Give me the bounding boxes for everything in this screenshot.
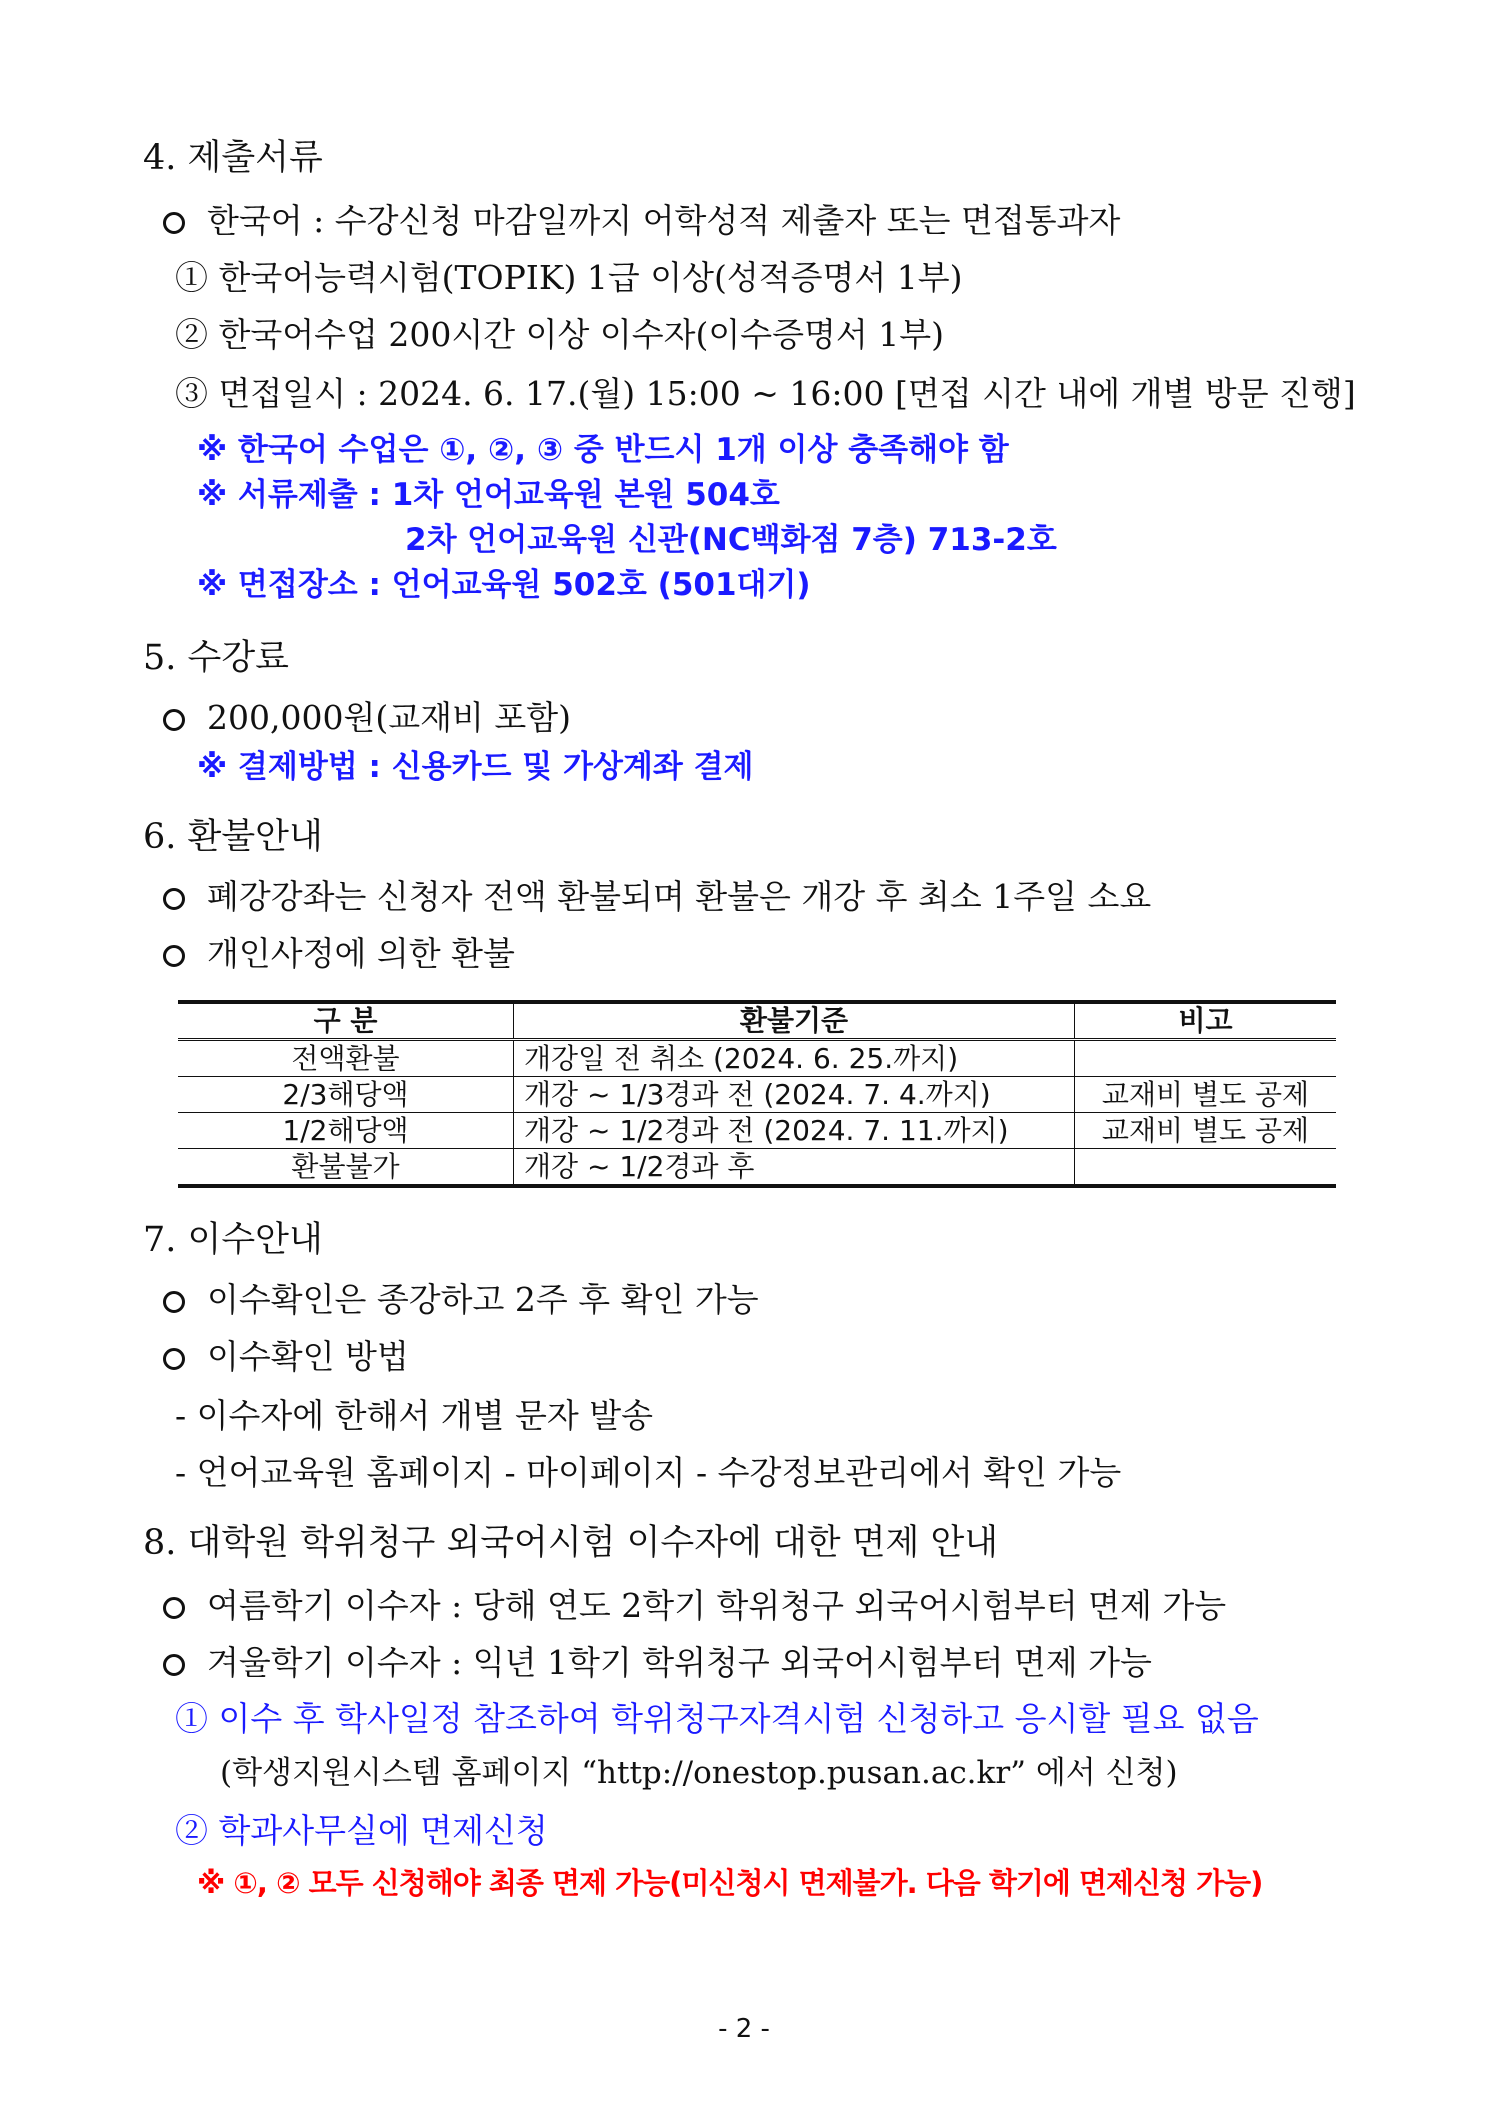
refund-bullet-2-text: 개인사정에 의한 환불: [207, 934, 515, 973]
circle-bullet-icon: [163, 1654, 185, 1676]
page-number: - 2 -: [718, 2014, 770, 2044]
requirement-item-2: ② 한국어수업 200시간 이상 이수자(이수증명서 1부): [175, 315, 944, 354]
circle-bullet-icon: [163, 1348, 185, 1370]
table-cell: [1075, 1040, 1337, 1077]
circle-bullet-icon: [163, 945, 185, 967]
table-cell: 2/3해당액: [178, 1077, 514, 1113]
table-cell: 개강일 전 취소 (2024. 6. 25.까지): [514, 1040, 1075, 1077]
section-8-title: 8. 대학원 학위청구 외국어시험 이수자에 대한 면제 안내: [143, 1523, 999, 1563]
circle-bullet-icon: [163, 1597, 185, 1619]
refund-table: [178, 1000, 1336, 1188]
exemption-note: ※ ①, ② 모두 신청해야 최종 면제 가능(미신청시 면제불가. 다음 학기에 면제신청 가능): [197, 1866, 1263, 1900]
completion-bullet-1: [163, 1278, 759, 1322]
requirement-item-1: ① 한국어능력시험(TOPIK) 1급 이상(성적증명서 1부): [175, 258, 963, 297]
table-row: [178, 1149, 1336, 1187]
table-header-category: 구 분: [178, 1002, 514, 1040]
exemption-bullet-1: [163, 1584, 1226, 1628]
circle-bullet-icon: [163, 1291, 185, 1313]
exemption-bullet-2-text: 겨울학기 이수자 : 익년 1학기 학위청구 외국어시험부터 면제 가능: [207, 1643, 1152, 1682]
table-cell: 교재비 별도 공제: [1075, 1113, 1337, 1149]
table-cell: 개강 ~ 1/3경과 전 (2024. 7. 4.까지): [514, 1077, 1075, 1113]
fee-amount: 200,000원(교재비 포함): [207, 698, 571, 737]
korean-requirement: 한국어 : 수강신청 마감일까지 어학성적 제출자 또는 면접통과자: [207, 201, 1121, 240]
table-cell: 개강 ~ 1/2경과 전 (2024. 7. 11.까지): [514, 1113, 1075, 1149]
table-cell: [1075, 1149, 1337, 1187]
circle-bullet-icon: [163, 212, 185, 234]
exemption-item-1: ① 이수 후 학사일정 참조하여 학위청구자격시험 신청하고 응시할 필요 없음: [175, 1699, 1259, 1738]
note-korean-class: ※ 한국어 수업은 ①, ②, ③ 중 반드시 1개 이상 충족해야 함: [197, 432, 1009, 468]
completion-detail-1: - 이수자에 한해서 개별 문자 발송: [175, 1396, 654, 1435]
table-row: [178, 1113, 1336, 1149]
table-header-criteria: 환불기준: [514, 1002, 1075, 1040]
refund-bullet-2: [163, 932, 515, 976]
completion-bullet-1-text: 이수확인은 종강하고 2주 후 확인 가능: [207, 1280, 759, 1319]
exemption-item-2: ② 학과사무실에 면제신청: [175, 1811, 548, 1850]
note-payment-method: ※ 결제방법 : 신용카드 및 가상계좌 결제: [197, 749, 754, 785]
note-document-submission: ※ 서류제출 : 1차 언어교육원 본원 504호: [197, 477, 780, 513]
table-row: [178, 1077, 1336, 1113]
section-4-title: 4. 제출서류: [143, 138, 323, 178]
table-cell: 환불불가: [178, 1149, 514, 1187]
table-header-remarks: 비고: [1075, 1002, 1337, 1040]
circle-bullet-icon: [163, 709, 185, 731]
refund-bullet-1: [163, 875, 1151, 919]
table-header-row: [178, 1002, 1336, 1040]
table-cell: 교재비 별도 공제: [1075, 1077, 1337, 1113]
table-cell: 전액환불: [178, 1040, 514, 1077]
exemption-bullet-1-text: 여름학기 이수자 : 당해 연도 2학기 학위청구 외국어시험부터 면제 가능: [207, 1586, 1227, 1625]
section-6-title: 6. 환불안내: [143, 817, 323, 857]
completion-detail-2: - 언어교육원 홈페이지 - 마이페이지 - 수강정보관리에서 확인 가능: [175, 1453, 1122, 1492]
table-row: [178, 1040, 1336, 1077]
requirement-item-3: ③ 면접일시 : 2024. 6. 17.(월) 15:00 ~ 16:00 [면접 시간 내에 개별 방문 진행]: [175, 374, 1356, 413]
completion-bullet-2-text: 이수확인 방법: [207, 1337, 409, 1376]
table-cell: 개강 ~ 1/2경과 후: [514, 1149, 1075, 1187]
section-7-title: 7. 이수안내: [143, 1220, 323, 1260]
completion-bullet-2: [163, 1335, 409, 1379]
fee-line: [163, 696, 571, 740]
circle-bullet-icon: [163, 888, 185, 910]
refund-bullet-1-text: 폐강강좌는 신청자 전액 환불되며 환불은 개강 후 최소 1주일 소요: [207, 877, 1152, 916]
section-5-title: 5. 수강료: [143, 638, 289, 678]
section-4-bullet: [163, 199, 1120, 243]
note-document-submission-2: 2차 언어교육원 신관(NC백화점 7층) 713-2호: [405, 522, 1057, 558]
exemption-bullet-2: [163, 1641, 1152, 1685]
note-interview-location: ※ 면접장소 : 언어교육원 502호 (501대기): [197, 567, 811, 603]
table-cell: 1/2해당액: [178, 1113, 514, 1149]
exemption-item-1-detail: (학생지원시스템 홈페이지 “http://onestop.pusan.ac.kr” 에서 신청): [220, 1755, 1178, 1791]
